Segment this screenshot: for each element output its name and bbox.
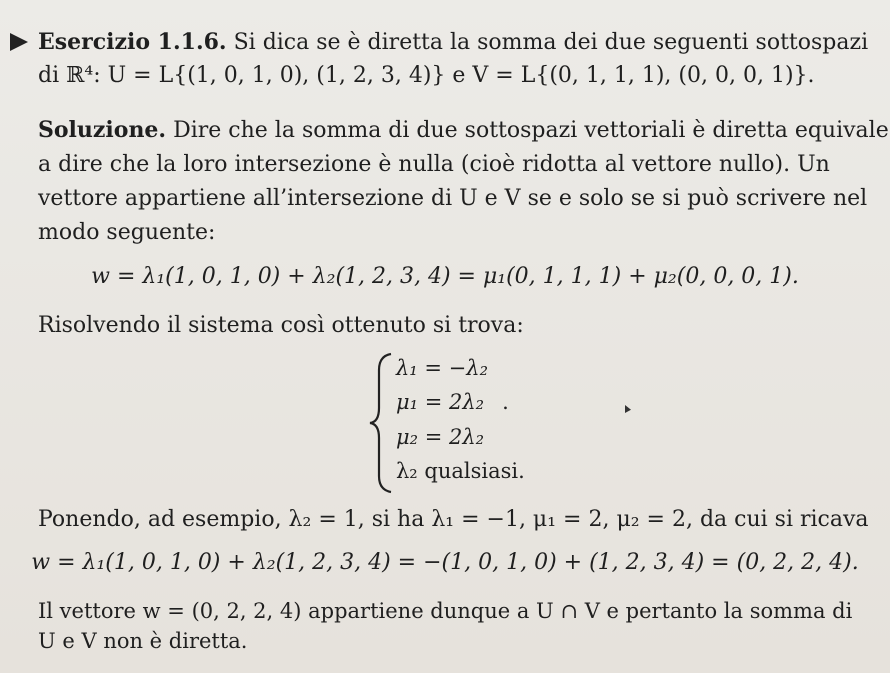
equation-2: w = λ₁(1, 0, 1, 0) + λ₂(1, 2, 3, 4) = −(1, 0, 1, 0) + (1, 2, 3, 4) = (0, 2, 2, 4). bbox=[31, 550, 859, 575]
solution-heading: Soluzione. bbox=[38, 117, 167, 143]
solution-line-1 bbox=[38, 115, 889, 146]
system-eq-3: μ₂ = 2λ₂ bbox=[396, 425, 485, 449]
solution-line-2: a dire che la loro intersezione è nulla (cioè ridotta al vettore nullo). Un bbox=[38, 152, 830, 177]
system-eq-2 bbox=[396, 388, 509, 416]
solution-line-3: vettore appartiene all’intersezione di U e V se e solo se si può scrivere nel bbox=[38, 186, 868, 211]
equation-1: w = λ₁(1, 0, 1, 0) + λ₂(1, 2, 3, 4) = μ₁(0, 1, 1, 1) + μ₂(0, 0, 0, 1). bbox=[91, 264, 799, 289]
exercise-bullet-icon bbox=[10, 33, 28, 51]
solution-line-4: modo seguente: bbox=[38, 220, 216, 245]
exercise-title: Esercizio 1.1.6. bbox=[38, 29, 227, 55]
exercise-text-1: Si dica se è diretta la somma dei due seguenti sottospazi bbox=[226, 30, 869, 55]
solution-line-8: U e V non è diretta. bbox=[38, 629, 248, 653]
system-trailing-dot: . bbox=[502, 390, 509, 414]
cursor-mark-icon bbox=[625, 405, 631, 413]
solution-line-7: Il vettore w = (0, 2, 2, 4) appartiene dunque a U ∩ V e pertanto la somma di bbox=[38, 599, 853, 623]
exercise-line-1 bbox=[38, 27, 868, 58]
system-eq-4: λ₂ qualsiasi. bbox=[396, 459, 525, 483]
solution-line-6: Ponendo, ad esempio, λ₂ = 1, si ha λ₁ = −1, μ₁ = 2, μ₂ = 2, da cui si ricava bbox=[38, 507, 869, 532]
system-eq-1: λ₁ = −λ₂ bbox=[396, 356, 488, 380]
system-eq-2-text: μ₁ = 2λ₂ bbox=[396, 390, 485, 414]
solution-text-1: Dire che la somma di due sottospazi vettoriali è diretta equivale bbox=[166, 118, 889, 143]
solution-line-5: Risolvendo il sistema così ottenuto si trova: bbox=[38, 313, 524, 338]
system-brace-icon bbox=[367, 352, 395, 494]
exercise-line-2: di ℝ⁴: U = L{(1, 0, 1, 0), (1, 2, 3, 4)} e V = L{(0, 1, 1, 1), (0, 0, 0, 1)}. bbox=[38, 63, 815, 88]
